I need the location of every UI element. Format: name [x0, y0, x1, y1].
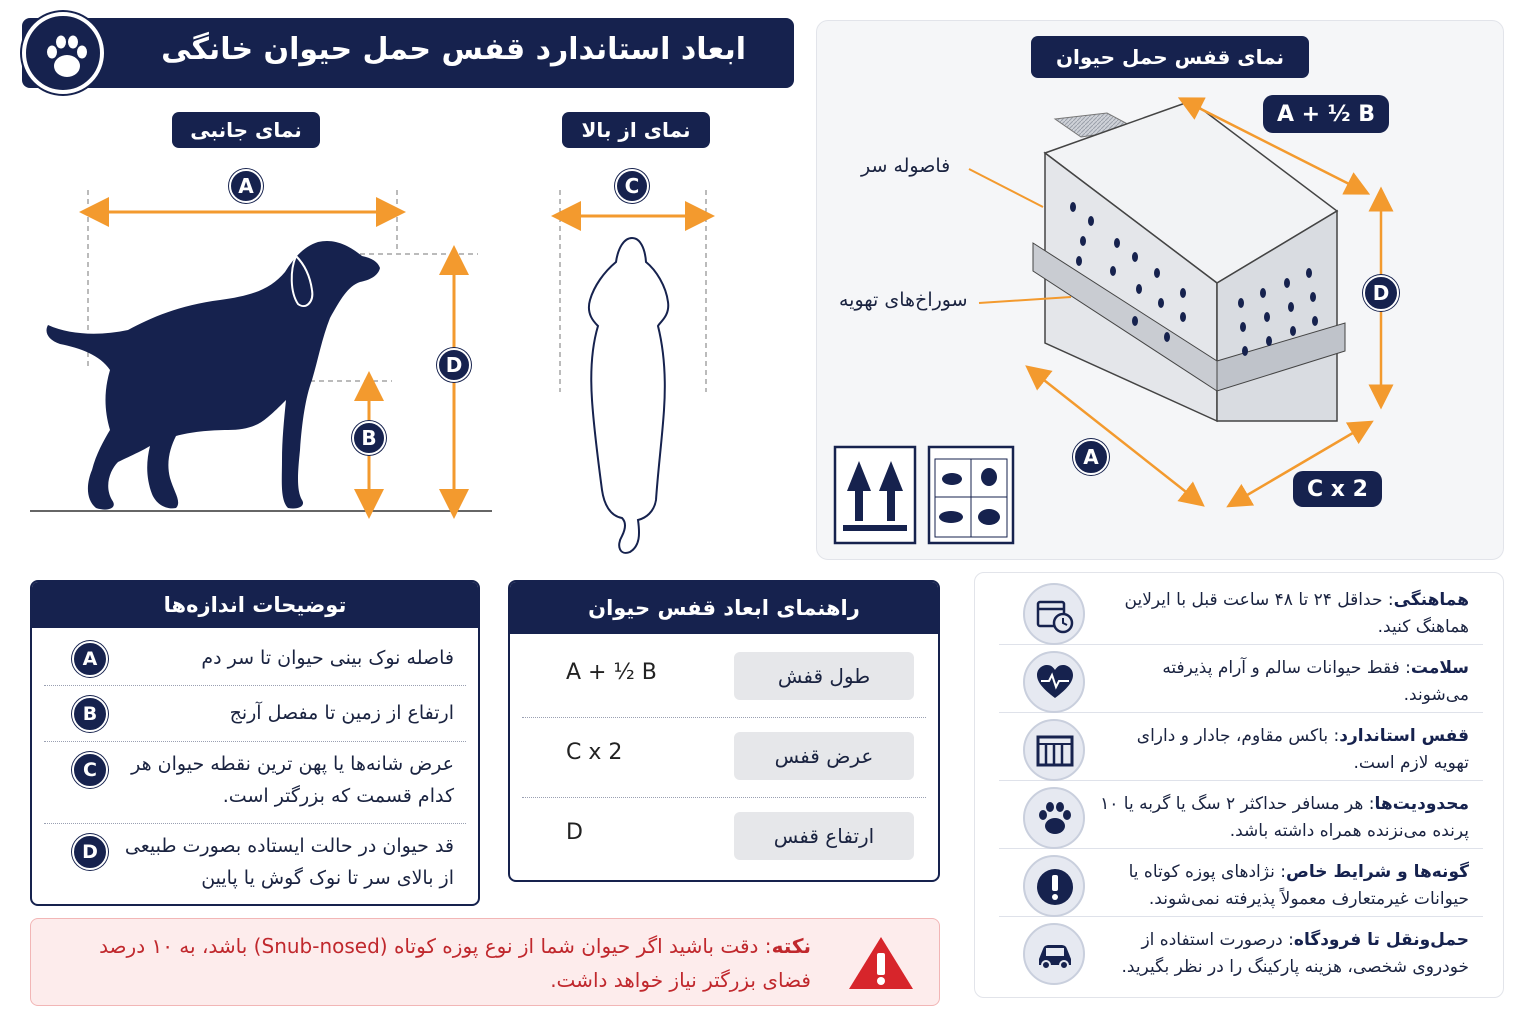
measurement-letter: A — [72, 641, 108, 677]
badge-a: A — [229, 169, 263, 203]
guide-value: C x 2 — [566, 740, 623, 765]
info-title: محدودیت‌ها — [1374, 794, 1469, 814]
measurement-text: ارتفاع از زمین تا مفصل آرنج — [229, 702, 454, 724]
measurement-letter: B — [72, 696, 108, 732]
crate-length-badge: A + ½ B — [1263, 95, 1389, 133]
crate-view-label: نمای قفس حمل حیوان — [1031, 36, 1309, 78]
measurement-text: فاصله نوک بینی حیوان تا سر دم — [201, 647, 454, 669]
badge-c: C — [615, 169, 649, 203]
crate-width-badge: C x 2 — [1293, 471, 1382, 507]
info-row — [999, 851, 1483, 917]
info-text: گونه‌ها و شرایط خاص: نژادهای پوزه کوتاه یا حیوانات غیرمتعارف معمولاً پذیرفته نمی‌شوند. — [1128, 862, 1469, 909]
spacer-label: فاصوله سر — [861, 155, 951, 177]
guide-row — [522, 798, 926, 878]
measurements-heading: توضیحات اندازه‌ها — [32, 582, 478, 628]
measurement-row — [44, 742, 466, 824]
crate-panel — [816, 20, 1504, 560]
measurement-row — [44, 632, 466, 686]
measurement-row — [44, 686, 466, 742]
guide-value: D — [566, 820, 583, 845]
crate-depth-badge: A — [1073, 439, 1109, 475]
note-text — [51, 929, 811, 997]
info-body: باکس مقاوم، جادار و دارای تهویه لازم است. — [1136, 726, 1469, 773]
calendar-clock-icon — [1023, 583, 1085, 645]
car-icon — [1023, 923, 1085, 985]
measurement-letter: C — [72, 752, 108, 788]
dog-side-silhouette — [47, 241, 381, 510]
measurement-text: عرض شانه‌ها یا پهن ترین نقطه حیوان هر کدام قسمت که بزرگتر است. — [131, 753, 454, 807]
measurement-text: قد حیوان در حالت ایستاده بصورت طبیعی از بالای سر تا نوک گوش یا پایین — [124, 835, 454, 889]
info-title: حمل‌ونقل تا فرودگاه — [1293, 930, 1469, 950]
pointer-spacer — [969, 169, 1043, 207]
top-view-label: نمای از بالا — [562, 112, 710, 148]
note-box — [30, 918, 940, 1006]
note-colon: : — [758, 934, 772, 958]
info-body: هر مسافر حداکثر ۲ سگ یا گربه یا ۱۰ پرنده می‌نزنده همراه داشته باشد. — [1100, 794, 1469, 841]
guide-panel — [508, 580, 940, 882]
info-body: حداقل ۲۴ تا ۴۸ ساعت قبل با ایرلاین هماهنگ کنید. — [1124, 590, 1469, 637]
paw-icon — [1023, 787, 1085, 849]
note-label: نکته — [771, 934, 811, 958]
info-title: گونه‌ها و شرایط خاص — [1286, 862, 1469, 882]
info-title: قفس استاندارد — [1339, 726, 1469, 746]
heart-pulse-icon — [1023, 651, 1085, 713]
note-body: دقت باشید اگر حیوان شما از نوع پوزه کوتاه (Snub-nosed) باشد، به ۱۰ درصد فضای بزرگتر نیاز خواهد داشت. — [99, 934, 811, 992]
warning-icon — [847, 933, 915, 993]
measurements-panel — [30, 580, 480, 906]
exclamation-icon — [1023, 855, 1085, 917]
dog-diagrams — [0, 0, 800, 570]
guide-label: طول قفش — [734, 652, 914, 700]
guide-label: عرض قفس — [734, 732, 914, 780]
guide-row — [522, 638, 926, 718]
guide-label: ارتفاع قفس — [734, 812, 914, 860]
info-panel — [974, 572, 1504, 998]
guide-value: A + ½ B — [566, 660, 657, 685]
guide-row — [522, 718, 926, 798]
info-row — [999, 579, 1483, 645]
info-body: فقط حیوانات سالم و آرام پذیرفته می‌شوند. — [1162, 658, 1469, 705]
info-row — [999, 715, 1483, 781]
dog-top-outline — [589, 238, 668, 553]
info-text: سلامت: فقط حیوانات سالم و آرام پذیرفته می‌شوند. — [1162, 658, 1469, 705]
info-body: درصورت استفاده از خودروی شخصی، هزینه پارکینگ را در نظر بگیرید. — [1121, 930, 1469, 977]
measurement-letter: D — [72, 834, 108, 870]
info-row — [999, 647, 1483, 713]
info-text: حمل‌ونقل تا فرودگاه: درصورت استفاده از خودروی شخصی، هزینه پارکینگ را در نظر بگیرید. — [1121, 930, 1469, 977]
info-text: قفس استاندارد: باکس مقاوم، جادار و دارای تهویه لازم است. — [1136, 726, 1469, 773]
info-text: محدودیت‌ها: هر مسافر حداکثر ۲ سگ یا گربه یا ۱۰ پرنده می‌نزنده همراه داشته باشد. — [1100, 794, 1469, 841]
crate-height-badge: D — [1363, 275, 1399, 311]
info-row — [999, 919, 1483, 985]
crate-icon — [1023, 719, 1085, 781]
badge-d: D — [437, 348, 471, 382]
info-title: سلامت — [1410, 658, 1469, 678]
info-row — [999, 783, 1483, 849]
info-title: هماهنگی — [1393, 590, 1469, 610]
side-view-label: نمای جانبی — [172, 112, 320, 148]
vents-label: سوراخ‌های تهویه — [839, 289, 968, 311]
measurement-row — [44, 824, 466, 904]
info-text: هماهنگی: حداقل ۲۴ تا ۴۸ ساعت قبل با ایرلاین هماهنگ کنید. — [1124, 590, 1469, 637]
info-body: نژادهای پوزه کوتاه یا حیوانات غیرمتعارف معمولاً پذیرفته نمی‌شوند. — [1128, 862, 1469, 909]
badge-b: B — [352, 421, 386, 455]
page-title: ابعاد استاندارد قفس حمل حیوان خانگی — [161, 32, 746, 67]
guide-heading: راهنمای ابعاد قفس حیوان — [510, 582, 938, 634]
